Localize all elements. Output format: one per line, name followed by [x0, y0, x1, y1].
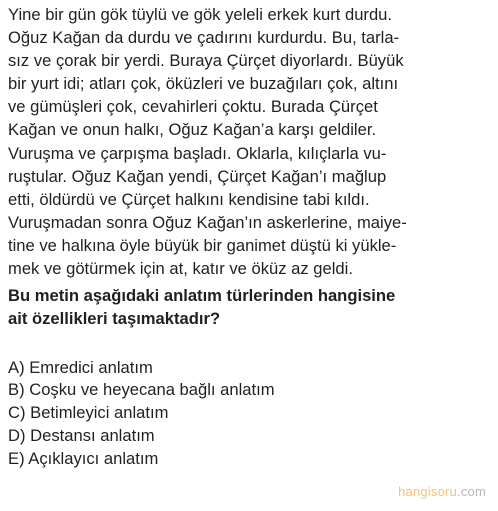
passage-line: Vuruşma ve çarpışma başladı. Oklarla, kılıçlarla vu- — [8, 143, 387, 163]
option-b[interactable]: B) Coşku ve heyecana bağlı anlatım — [8, 380, 275, 400]
site-watermark — [398, 484, 486, 499]
passage-line: Kağan ve onun halkı, Oğuz Kağan’a karşı geldiler. — [8, 120, 377, 140]
passage-line: mek ve götürmek için at, katır ve öküz az geldi. — [8, 259, 353, 279]
option-d[interactable]: D) Destansı anlatım — [8, 425, 155, 445]
option-e[interactable]: E) Açıklayıcı anlatım — [8, 448, 159, 468]
passage-line: etti, öldürdü ve Çürçet halkını kendisine tabi kıldı. — [8, 189, 370, 209]
question-line: Bu metin aşağıdaki anlatım türlerinden hangisine — [8, 286, 396, 306]
passage-line: bir yurt idi; atları çok, öküzleri ve buzağıları çok, altını — [8, 74, 399, 94]
passage-line: ve gümüşleri çok, cevahirleri çoktu. Burada Çürçet — [8, 97, 378, 117]
passage-line: tine ve halkına öyle büyük bir ganimet düştü ki yükle- — [8, 235, 397, 255]
question-card — [8, 0, 494, 471]
question-line: ait özellikleri taşımaktadır? — [8, 309, 221, 329]
watermark-tld: .com — [457, 484, 486, 499]
passage-text — [8, 0, 494, 280]
passage-line: sız ve çorak bir yerdi. Buraya Çürçet diyorlardı. Büyük — [8, 51, 404, 71]
passage-line: Vuruşmadan sonra Oğuz Kağan’ın askerlerine, maiye- — [8, 212, 407, 232]
option-a[interactable]: A) Emredici anlatım — [8, 357, 153, 377]
passage-line: Oğuz Kağan da durdu ve çadırını kurdurdu. Bu, tarla- — [8, 28, 400, 48]
question-stem — [8, 284, 494, 330]
answer-options — [8, 357, 494, 471]
passage-line: Yine bir gün gök tüylü ve gök yeleli erkek kurt durdu. — [8, 5, 393, 24]
watermark-main: hangisoru — [398, 484, 458, 499]
option-c[interactable]: C) Betimleyici anlatım — [8, 403, 169, 423]
passage-line: ruştular. Oğuz Kağan yendi, Çürçet Kağan’ı mağlup — [8, 166, 387, 186]
